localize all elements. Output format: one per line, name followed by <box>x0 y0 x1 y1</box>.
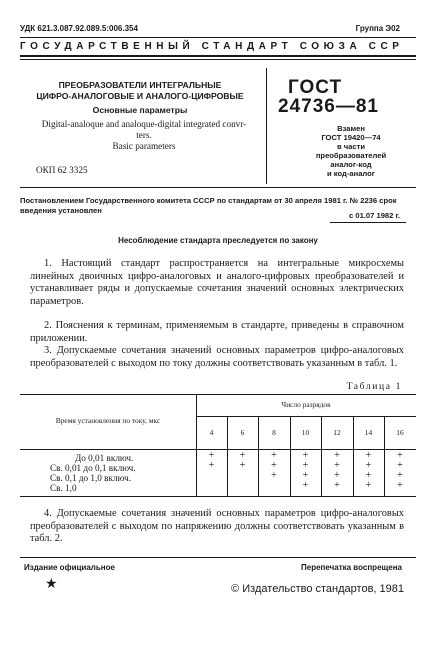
table-cell-mark: + <box>334 470 340 481</box>
star-icon: ★ <box>45 577 58 592</box>
title-en <box>24 119 264 152</box>
standard-header: ГОСУДАРСТВЕННЫЙ СТАНДАРТ СОЮЗА ССР <box>20 41 404 52</box>
title-ru-line2: ЦИФРО-АНАЛОГОВЫЕ И АНАЛОГО-ЦИФРОВЫЕ <box>36 91 244 101</box>
table-cell-mark: + <box>397 450 403 461</box>
table-border <box>196 394 197 497</box>
group-code: Группа Э02 <box>355 24 400 33</box>
table-cell-mark: + <box>365 480 372 491</box>
table-col-header: 14 <box>364 428 373 437</box>
table-cell-mark: + <box>397 470 403 481</box>
title-en-line3: Basic parameters <box>112 141 176 151</box>
table-cell-mark: + <box>271 470 277 481</box>
table-col-header: 16 <box>396 428 404 437</box>
table-cell-mark: + <box>334 460 340 471</box>
table-cell-mark: + <box>334 480 340 491</box>
table-1 <box>20 394 416 497</box>
table-group-header: Число разрядов <box>281 400 331 409</box>
table-col-header: 10 <box>301 428 310 437</box>
table-cell-mark: + <box>208 450 215 461</box>
table-cell-mark: + <box>302 470 309 481</box>
law-warning: Несоблюдение стандарта преследуется по закону <box>118 236 318 245</box>
table-border <box>196 416 416 417</box>
publisher-copyright: © Издательство стандартов, 1981 <box>231 583 404 595</box>
table-cell-mark: + <box>302 480 309 491</box>
top-rule <box>20 37 416 38</box>
decree-text: Постановлением Государственного комитета СССР по стандартам от 30 апреля 1981 г. № 2236 срок введения установлен <box>20 196 397 215</box>
table-cell-mark: + <box>239 460 246 471</box>
gost-number: 24736—81 <box>278 96 379 117</box>
table-cell-mark: + <box>302 460 309 471</box>
paragraph-3: 3. Допускаемые сочетания значений основных параметров цифро-аналоговых преобразователей с выходом по току должны соответствовать указанным в табл. 1. <box>30 345 404 369</box>
title-divider <box>266 68 267 184</box>
title-ru-line1: ПРЕОБРАЗОВАТЕЛИ ИНТЕГРАЛЬНЫЕ <box>58 80 222 90</box>
footer-rule <box>20 557 416 558</box>
okp-code: ОКП 62 3325 <box>36 165 88 175</box>
replaces-line: Взамен <box>337 124 365 133</box>
table-col-header: 6 <box>240 428 245 437</box>
table-cell-mark: + <box>334 450 340 461</box>
table-border <box>20 496 416 497</box>
table-row-label: Св. 0,01 до 0,1 включ. <box>50 463 136 473</box>
table-col-header: 4 <box>209 428 214 437</box>
subtitle-ru: Основные параметры <box>92 105 188 115</box>
replaces-line: ГОСТ 19420—74 <box>321 133 381 142</box>
replaces-line: преобразователей <box>315 151 387 160</box>
table-cell-mark: + <box>365 470 372 481</box>
table-row-label: До 0,01 включ. <box>75 453 134 463</box>
intro-date-underline <box>330 222 406 223</box>
header-rule-thin <box>20 59 416 60</box>
table-border <box>20 449 416 450</box>
title-en-line1: Digital-analoque and analoque-digital integrated convr- <box>41 119 247 129</box>
table-cell-mark: + <box>208 460 215 471</box>
reprint-prohibited: Перепечатка воспрещена <box>301 563 402 572</box>
table-cell-mark: + <box>302 450 309 461</box>
intro-date: с 01.07 1982 г. <box>349 211 400 220</box>
title-en-line2: ters. <box>136 130 152 140</box>
table-col-header: 12 <box>333 428 341 437</box>
paragraph-2: 2. Пояснения к терминам, применяемым в стандарте, приведены в справочном приложении. <box>30 320 404 344</box>
table-cell-mark: + <box>271 450 277 461</box>
table-row-label: Св. 1,0 <box>50 483 77 493</box>
table-row-header: Время установления по току, мкс <box>55 416 161 425</box>
table-cell-mark: + <box>365 460 372 471</box>
replaces-line: в части <box>336 142 366 151</box>
table-cell-mark: + <box>365 450 372 461</box>
table-cell-mark: + <box>397 480 403 491</box>
replaces-line: и код-аналог <box>327 169 375 178</box>
table-cell-mark: + <box>271 460 277 471</box>
paragraph-4: 4. Допускаемые сочетания значений основных параметров цифро-аналоговых преобразователей с выходом по напряжению должны соответствовать указанным в табл. 2. <box>30 508 404 545</box>
replaces-line: аналог-код <box>330 160 372 169</box>
header-rule-thick <box>20 55 416 57</box>
gost-label: ГОСТ <box>288 77 343 98</box>
table-cell-mark: + <box>239 450 246 461</box>
table-cell-mark: + <box>397 460 403 471</box>
udk-code: УДК 621.3.087.92.089.5:006.354 <box>20 24 138 33</box>
decree-rule <box>20 187 416 188</box>
table-col-header: 8 <box>272 428 276 437</box>
title-ru <box>30 80 250 102</box>
table-border <box>20 394 416 395</box>
table-1-title: Таблица 1 <box>346 381 402 392</box>
replaces-note <box>296 124 406 178</box>
paragraph-1: 1. Настоящий стандарт распространяется на интегральные микросхемы линейных двоичных цифро-аналоговых и аналого-цифровых преобразователей и устанавливает ряды и допускаемые сочетания значений основных электрических параметров. <box>30 258 404 307</box>
table-row-label: Св. 0,1 до 1,0 включ. <box>50 473 132 483</box>
official-edition: Издание официальное <box>24 563 115 572</box>
